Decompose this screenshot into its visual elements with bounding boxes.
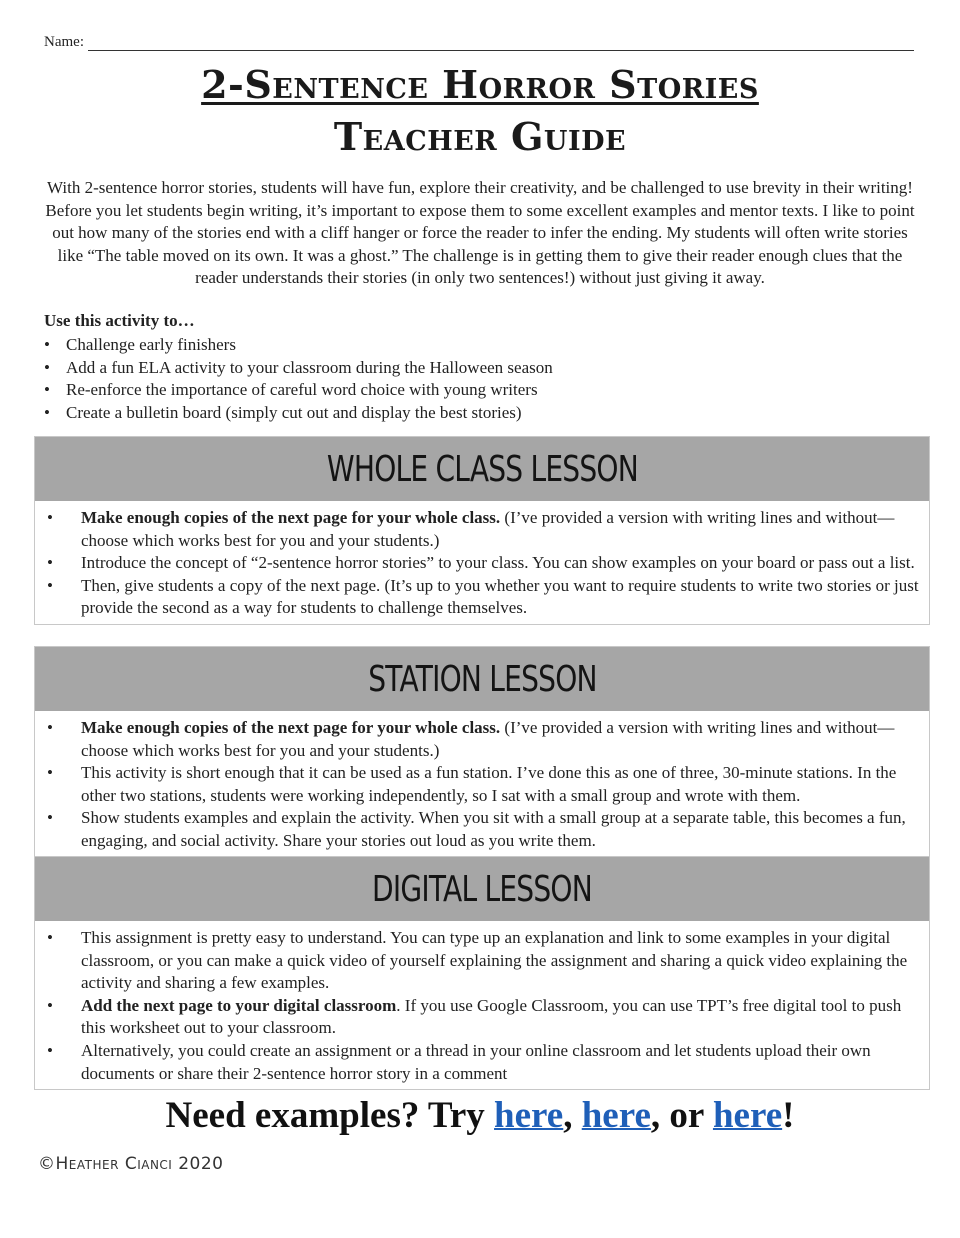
examples-link-2[interactable]: here (581, 1095, 651, 1136)
examples-link-1[interactable]: here (494, 1095, 564, 1136)
item-text: (I’ve provided a version with writing lines and without—choose which works best for you and your students.) (81, 718, 895, 760)
item-bold: Make enough copies of the next page for your whole class. (81, 508, 501, 527)
item-text: . If you use Google Classroom, you can use TPT’s free digital tool to push this worksheet out to your classroom. (81, 995, 902, 1038)
use-list (44, 334, 553, 424)
item-text: Then, give students a copy of the next page. (It’s up to you whether you want to require students to write two stories or just provide the second as a way for students to challenge themselves. (81, 575, 919, 618)
section-header (35, 437, 929, 501)
name-label: Name: (44, 34, 84, 50)
use-list-item: • Re-enforce the importance of careful word choice with young writers (44, 379, 553, 402)
cta-separator: , or (650, 1095, 713, 1136)
examples-link-3[interactable]: here (712, 1095, 783, 1136)
cta-separator: , (563, 1095, 582, 1136)
section-list (35, 501, 929, 624)
use-list-item: • Create a bulletin board (simply cut out and display the best stories) (44, 402, 553, 425)
section-list (35, 711, 929, 857)
section-title: STATION LESSON (367, 658, 597, 700)
use-list-item: • Add a fun ELA activity to your classroom during the Halloween season (44, 357, 553, 380)
use-heading: Use this activity to… (44, 311, 195, 330)
item-text: Introduce the concept of “2-sentence horror stories” to your class. You can show examples on your board or pass out a list. (81, 553, 915, 573)
page-subtitle: Teacher Guide (333, 114, 627, 159)
item-text: This assignment is pretty easy to understand. You can type up an explanation and link to some examples in your digital classroom, or you can make a quick video of yourself explaining the assignment and sharing a quick video explaining the activity and sharing a few examples. (81, 928, 908, 993)
list-item (35, 927, 919, 995)
intro-paragraph: With 2-sentence horror stories, students will have fun, explore their creativity, and be challenged to use brevity in their writing! Before you let students begin writing, it’s important to expose them to some excellent examples and mentor texts. I like to point out how many of the stories end with a cliff hanger or force the reader to infer the ending. My students will often write stories like “The table moved on its own. It was a ghost.” The challenge is in getting them to give their reader enough clues that the reader understands their stories (in only two sentences!) without just giving it away. (45, 178, 915, 288)
item-bold: Make enough copies of the next page for your whole class. (81, 718, 501, 737)
section-title: WHOLE CLASS LESSON (326, 448, 638, 490)
whole-class-section (34, 436, 930, 625)
station-section (34, 646, 930, 858)
examples-callout (0, 1094, 960, 1137)
list-item (35, 1040, 919, 1085)
list-item (35, 807, 919, 852)
item-bold: Add the next page to your digital classroom (81, 995, 397, 1015)
copyright-text: ©Heather Cianci 2020 (38, 1154, 224, 1174)
use-list-item: • Challenge early finishers (44, 334, 553, 357)
list-item (35, 507, 919, 552)
name-row (44, 34, 914, 51)
title-line-1: 2-Sentence Horror Stories (201, 62, 759, 107)
list-item (35, 717, 919, 762)
list-item (35, 995, 919, 1040)
list-item (35, 762, 919, 807)
name-input-line[interactable] (88, 36, 914, 51)
item-text: (I’ve provided a version with writing lines and without—choose which works best for you and your students.) (81, 508, 895, 550)
item-text: This activity is short enough that it can be used as a fun station. I’ve done this as one of three, 30-minute stations. In the other two stations, students were working independently, so I sat with a small group and wrote with them. (81, 763, 897, 805)
cta-prefix: Need examples? Try (165, 1095, 495, 1136)
list-item (35, 552, 919, 575)
list-item (35, 575, 919, 620)
section-header (35, 857, 929, 921)
item-text: Alternatively, you could create an assignment or a thread in your online classroom and let students upload their own documents or share their 2-sentence horror story in a comment (81, 1040, 871, 1083)
cta-suffix: ! (782, 1095, 795, 1136)
page-title (0, 62, 960, 107)
section-title: DIGITAL LESSON (372, 868, 592, 910)
digital-section (34, 856, 930, 1090)
item-text: Show students examples and explain the activity. When you sit with a small group at a separate table, this becomes a fun, engaging, and social activity. Share your stories out loud as you write them. (81, 808, 906, 850)
section-list (35, 921, 929, 1089)
section-header (35, 647, 929, 711)
